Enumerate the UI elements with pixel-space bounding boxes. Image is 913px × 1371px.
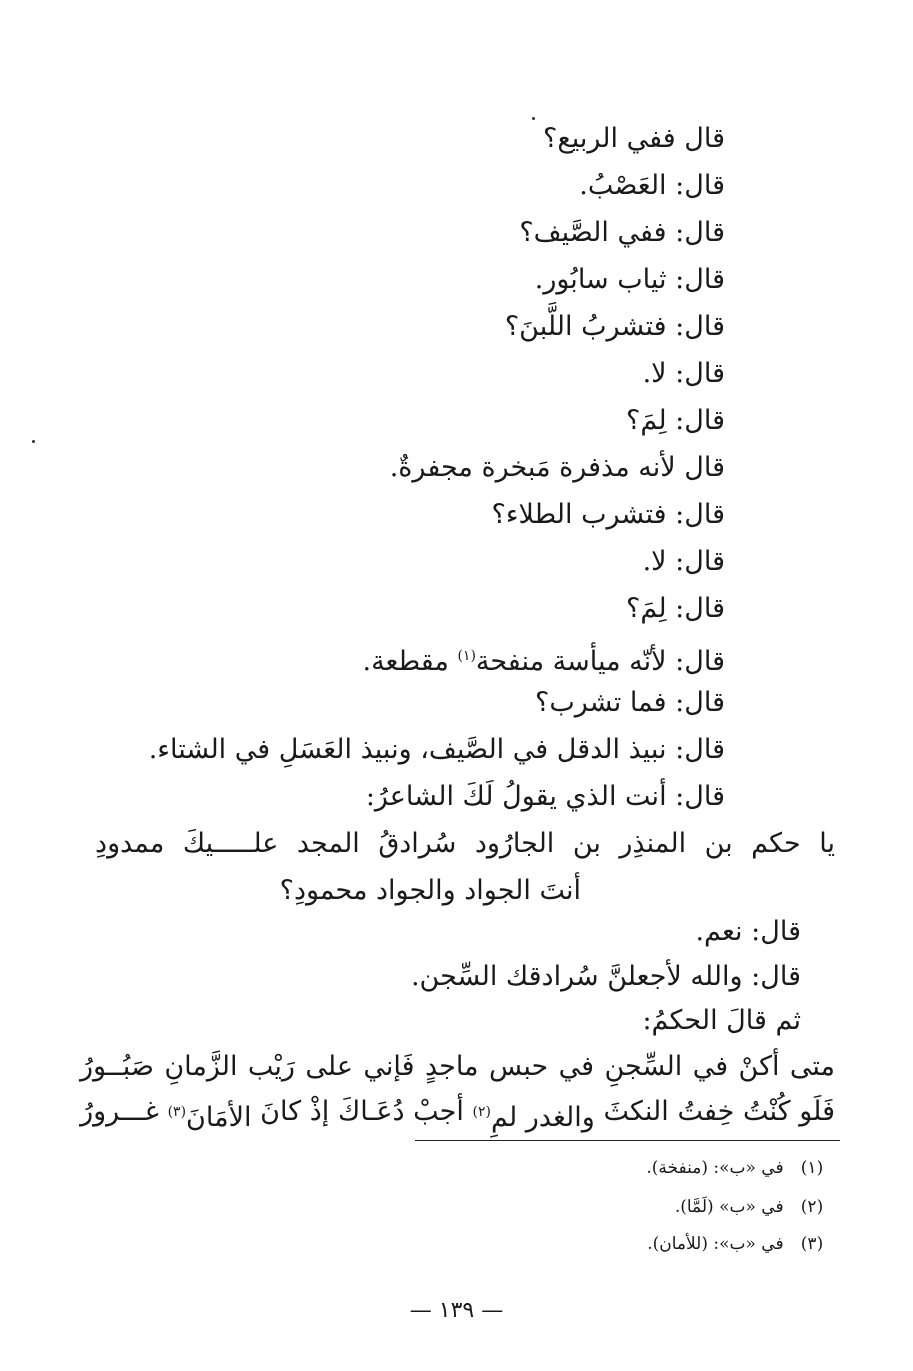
footnote-text: في «ب» (لَمَّا). bbox=[674, 1197, 784, 1217]
footnote-separator bbox=[415, 1140, 840, 1141]
poem-word: والغدر لمِ$^{(٢)}$ bbox=[472, 1102, 595, 1133]
poem-word: ممدودِ bbox=[95, 828, 165, 859]
dialogue-line: قال: لِمَ؟ bbox=[626, 405, 725, 436]
poem-word: سُرادقُ bbox=[378, 828, 457, 859]
dialogue-line: قال ففي الربيع؟ bbox=[543, 123, 725, 154]
dialogue-line: قال: لأنّه ميأسة منفحة bbox=[475, 646, 725, 677]
footnote-text: في «ب»: (للأمان). bbox=[647, 1234, 784, 1254]
dialogue-line: قال: فتشربُ اللَّبنَ؟ bbox=[504, 311, 725, 342]
poem-word: متى bbox=[789, 1051, 835, 1082]
dialogue-line: قال: لا. bbox=[642, 358, 725, 389]
footnote-text: في «ب»: (منفخة). bbox=[646, 1158, 784, 1178]
dialogue-line: ثم قالَ الحكمُ: bbox=[642, 1005, 801, 1036]
poem-verse-first-hemistich bbox=[95, 827, 835, 861]
dialogue-line: قال: ثياب سابُور. bbox=[534, 264, 725, 295]
poem-word: يا bbox=[819, 828, 835, 859]
poem-word: الزَّمانِ bbox=[164, 1051, 238, 1082]
poem-word: فَإني bbox=[363, 1051, 415, 1082]
poem-word: أكنْ bbox=[738, 1051, 780, 1082]
dialogue-line: قال: والله لأجعلنَّ سُرادقك السِّجن. bbox=[410, 961, 801, 992]
ink-speck bbox=[32, 440, 35, 443]
poem-word: رَيْب bbox=[247, 1051, 295, 1082]
poem-verse-second-hemistich: أنتَ الجواد والجواد محمودِ؟ bbox=[279, 875, 581, 906]
poem-word: صَبُــورُ bbox=[80, 1051, 154, 1082]
footnote bbox=[647, 1232, 835, 1256]
poem-verse bbox=[80, 1050, 835, 1084]
footnote-number: (٢) bbox=[800, 1197, 824, 1217]
poem-word: الأمَانَ$^{(٣)}$ bbox=[167, 1102, 252, 1133]
dialogue-line: قال: فما تشرب؟ bbox=[534, 687, 725, 718]
poem-word: في bbox=[558, 1051, 595, 1082]
page-number: — ١٣٩ — bbox=[409, 1298, 504, 1323]
poem-word: المجد bbox=[296, 828, 360, 859]
dialogue-line: قال: لا. bbox=[642, 546, 725, 577]
dialogue-line: قال: العَصْبُ. bbox=[579, 170, 725, 201]
dialogue-line: قال: لِمَ؟ bbox=[626, 593, 725, 624]
footnote-mark: (٢) bbox=[472, 1104, 491, 1120]
poem-word: غـــرورُ bbox=[80, 1096, 159, 1127]
footnote-mark: (٣) bbox=[167, 1104, 187, 1120]
poem-word: كانَ bbox=[260, 1096, 302, 1127]
poem-word: حكم bbox=[751, 828, 801, 859]
poem-word: فَلَو bbox=[799, 1096, 835, 1127]
footnote-number: (١) bbox=[800, 1158, 824, 1178]
dialogue-line: قال: ففي الصَّيف؟ bbox=[519, 217, 725, 248]
poem-word: النكثَ bbox=[603, 1096, 669, 1127]
poem-word: السِّجنِ bbox=[604, 1051, 683, 1082]
poem-word: حبس bbox=[488, 1051, 549, 1082]
footnote bbox=[675, 1195, 835, 1219]
dialogue-line-rest: مقطعة. bbox=[362, 646, 449, 677]
poem-word: الجارُود bbox=[474, 828, 555, 859]
poem-word: دُعَـاكَ bbox=[337, 1096, 405, 1127]
poem-word: المنذِر bbox=[619, 828, 687, 859]
poem-word: أجبْ bbox=[413, 1096, 464, 1127]
poem-word: بن bbox=[704, 828, 733, 859]
dialogue-line: قال لأنه مذفرة مَبخرة مجفرةٌ. bbox=[389, 452, 725, 483]
footnote-mark: (١) bbox=[457, 648, 476, 664]
poem-word: بن bbox=[572, 828, 601, 859]
poem-word: خِفتُ bbox=[677, 1096, 735, 1127]
poem-word: ماجدٍ bbox=[424, 1051, 479, 1082]
poem-word: على bbox=[305, 1051, 353, 1082]
footnote bbox=[646, 1156, 835, 1180]
dialogue-line: قال: فتشرب الطلاء؟ bbox=[491, 499, 725, 530]
poem-verse bbox=[80, 1095, 835, 1135]
ink-speck bbox=[532, 117, 535, 120]
poem-word: كُنْتُ bbox=[743, 1096, 791, 1127]
dialogue-line: قال: نبيذ الدقل في الصَّيف، ونبيذ العَسَلِ في الشتاء. bbox=[148, 734, 725, 765]
dialogue-line: قال: نعم. bbox=[695, 916, 801, 947]
poem-word: علـــــيكَ bbox=[182, 828, 279, 859]
dialogue-line: قال: أنت الذي يقولُ لَكَ الشاعرُ: bbox=[365, 781, 725, 812]
footnote-number: (٣) bbox=[800, 1234, 824, 1254]
poem-word: في bbox=[692, 1051, 729, 1082]
poem-word: إذْ bbox=[309, 1096, 330, 1127]
dialogue-line-with-footnote bbox=[362, 639, 725, 679]
